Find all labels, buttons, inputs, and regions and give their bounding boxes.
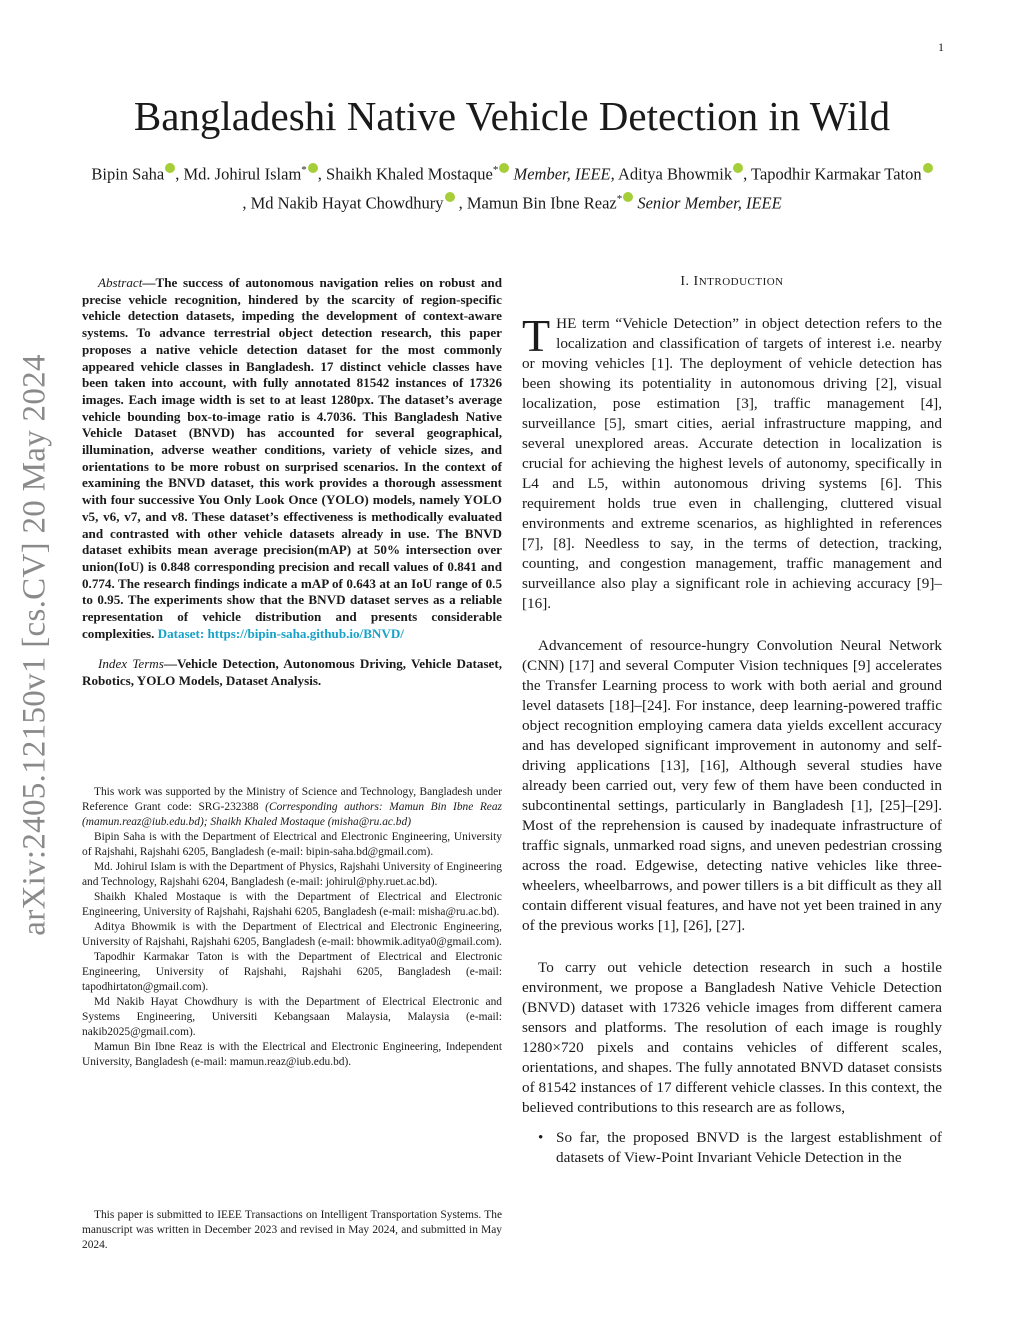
- author-name: Md. Johirul Islam: [183, 164, 302, 184]
- intro-paragraph-1-text: HE term “Vehicle Detection” in object detection refers to the localization and classification of targets of interest i.e. nearby or moving vehicles [1]. The deployment of vehicle detection has been showing its potentiality in autonomous driving [2], visual localization, pose estimation [3], traffic management [4], surveillance [5], smart cities, aerial infrastructure mapping, and several unexplored areas. Accurate detection in localization is crucial for achieving the highest levels of autonomy, specifically in L4 and L5, within autonomous driving systems [6]. This requirement holds true even in challenging, cluttered visual environments and extreme scenarios, as highlighted in references [7], [8]. Needless to say, in the terms of detection, tracking, counting, and congestion management, traffic management and surveillance also play a significant role in achieving accuracy [9]–[16].: [522, 315, 942, 612]
- index-terms-text: —Vehicle Detection, Autonomous Driving, Vehicle Dataset, Robotics, YOLO Models, Dataset Analysis.: [82, 656, 502, 689]
- abstract-label: Abstract: [98, 275, 143, 290]
- section-numeral: I.: [680, 274, 690, 289]
- section-title-initial: I: [693, 274, 699, 289]
- contribution-bullet: [522, 1128, 942, 1168]
- author-name: Md Nakib Hayat Chowdhury: [250, 193, 444, 212]
- affiliation-footnote: Shaikh Khaled Mostaque is with the Department of Electrical and Electronic Engineering, University of Rajshahi, Rajshahi 6205, Bangladesh (e-mail: misha@ru.ac.bd).: [82, 891, 502, 918]
- orcid-icon[interactable]: [623, 192, 633, 202]
- page-number: 1: [938, 40, 944, 54]
- author-name: Mamun Bin Ibne Reaz: [466, 193, 617, 212]
- dataset-link[interactable]: Dataset: https://bipin-saha.github.io/BNVD/: [157, 625, 404, 641]
- dropcap-letter: T: [522, 310, 551, 361]
- author-name: Shaikh Khaled Mostaque: [326, 164, 493, 184]
- orcid-icon[interactable]: [499, 163, 509, 173]
- intro-paragraph-2: Advancement of resource-hungry Convolution Neural Network (CNN) [17] and several Computer Vision techniques [9] accelerates the Transfer Learning process to work with both aerial and ground level datasets [18]–[24]. For instance, deep learning-powered traffic object recognition employing camera data yields excellent accuracy and has developed significant improvement in autonomy and self-driving applications [13], [16], Although several studies have already been carried out, very few of them have been conducted in subcontinental settings, particularly in Bangladesh [1], [25]–[29]. Most of the reprehension is caused by inadequate infrastructure of traffic signals, unmarked road signs, and uneven pedestrian crossing across the road. Edgewise, detecting native vehicles like three-wheelers, wheelbarrows, and power tillers is a bit difficult as they all contain different visual features, and have not yet been trained in any of the previous works [1], [26], [27].: [522, 637, 942, 934]
- arxiv-identifier: [10, 345, 60, 945]
- orcid-icon[interactable]: [165, 163, 175, 173]
- intro-paragraph-3: To carry out vehicle detection research in such a hostile environment, we propose a Bangladesh Native Vehicle Detection (BNVD) dataset with 17326 vehicle images from different camera sensors and platforms. The resolution of each image is roughly 1280×720 pixels and contains vehicles of different scales, orientations, and shapes. The fully annotated BNVD dataset consists of 81542 instances of 17 different vehicle classes. In this context, the believed contributions to this research are as follows,: [522, 959, 942, 1116]
- author-name: Bipin Saha: [91, 164, 165, 184]
- corresponding-mark: *: [301, 164, 307, 176]
- affiliation-footnote: Md. Johirul Islam is with the Department of Physics, Rajshahi University of Engineering and Technology, Rajshahi 6204, Bangladesh (e-mail: johirul@phy.ruet.ac.bd).: [82, 861, 502, 888]
- orcid-icon[interactable]: [445, 192, 455, 202]
- funding-footnote: [82, 785, 502, 830]
- section-title-rest: NTRODUCTION: [698, 276, 784, 288]
- author-name: Aditya Bhowmik: [617, 164, 733, 184]
- abstract-text: —The success of autonomous navigation relies on robust and precise vehicle recognition, hindered by the scarcity of region-specific vehicle detection datasets, impeding the development of context-aware systems. To advance terrestrial object detection research, this paper proposes a native vehicle detection dataset for the most commonly appeared vehicle classes in Bangladesh. 17 distinct vehicle classes have been taken into account, with fully annotated 81542 instances of 17326 images. Each image width is set to at least 1280px. The dataset’s average vehicle bounding box-to-image ratio is 4.7036. This Bangladesh Native Vehicle Dataset (BNVD) has accounted for several geographical, illumination, adverse weather conditions, variety of vehicle sizes, and orientations to be more robust on surprised scenarios. In the context of examining the BNVD dataset, this work provides a thorough assessment with four successive You Only Look Once (YOLO) models, namely YOLO v5, v6, v7, and v8. These dataset’s effectiveness is methodically evaluated and contrasted with other vehicle datasets already in use. The BNVD dataset exhibits mean average precision(mAP) at 50% intersection over union(IoU) is 0.848 corresponding precision and recall values of 0.841 and 0.774. The research findings indicate a mAP of 0.643 at an IoU range of 0.5 to 0.95. The experiments show that the BNVD dataset serves as a reliable representation of vehicle distribution and presents considerable complexities.: [82, 275, 502, 641]
- corresponding-mark: *: [616, 192, 623, 205]
- affiliation-footnote: Mamun Bin Ibne Reaz is with the Electrical and Electronic Engineering, Independent University, Bangladesh (e-mail: mamun.reaz@iub.edu.bd).: [82, 1041, 502, 1068]
- paper-title: Bangladeshi Native Vehicle Detection in Wild: [133, 93, 891, 139]
- author-role: Senior Member, IEEE: [637, 193, 782, 212]
- left-column: [82, 275, 502, 690]
- index-terms-label: Index Terms: [98, 656, 164, 672]
- affiliation-footnote: Md Nakib Hayat Chowdhury is with the Department of Electrical Electronic and Systems Engineering, Universiti Kebangsaan Malaysia, Malaysia (e-mail: nakib2025@gmail.com).: [82, 996, 502, 1038]
- contribution-bullet-text: So far, the proposed BNVD is the largest establishment of datasets of View-Point Invariant Vehicle Detection in the: [556, 1129, 942, 1166]
- author-name: Tapodhir Karmakar Taton: [751, 164, 922, 184]
- author-role: Member, IEEE: [513, 164, 611, 184]
- bullet-icon: •: [538, 1129, 544, 1146]
- orcid-icon[interactable]: [923, 163, 933, 173]
- orcid-icon[interactable]: [308, 163, 318, 173]
- submission-text: This paper is submitted to IEEE Transactions on Intelligent Transportation Systems. The manuscript was written in December 2023 and revised in May 2024, and submitted in May 2024.: [82, 1209, 502, 1251]
- corresponding-authors: (Corresponding authors: Mamun Bin Ibne Reaz (mamun.reaz@iub.edu.bd); Shaikh Khaled Mostaque (misha@ru.ac.bd): [82, 801, 502, 828]
- section-heading-introduction: [522, 272, 942, 292]
- author-list: Bipin Saha , Md. Johirul Islam* , Shaikh Khaled Mostaque* Member, IEEE, Aditya Bhowmik , Tapodhir Karmakar Taton, Md Nakib Hayat Chowdhury , Mamun Bin Ibne Reaz* Senior Member, IEEE: [90, 158, 934, 215]
- arxiv-identifier-text: arXiv:2405.12150v1 [cs.CV] 20 May 2024: [16, 354, 53, 936]
- affiliation-footnotes: [82, 785, 502, 1070]
- affiliation-footnote: Aditya Bhowmik is with the Department of Electrical and Electronic Engineering, University of Rajshahi, Rajshahi 6205, Bangladesh (e-mail: bhowmik.aditya0@gmail.com).: [82, 921, 502, 948]
- funding-text: This work was supported by the Ministry of Science and Technology, Bangladesh under Reference Grant code: SRG-232388: [82, 786, 502, 813]
- corresponding-mark: *: [492, 164, 499, 176]
- right-column: [522, 272, 942, 1168]
- submission-note: [82, 1208, 502, 1253]
- intro-paragraph-1: [522, 310, 942, 614]
- affiliation-footnote: Bipin Saha is with the Department of Electrical and Electronic Engineering, University of Rajshahi, Rajshahi 6205, Bangladesh (e-mail: bipin-saha.bd@gmail.com).: [82, 831, 502, 858]
- orcid-icon[interactable]: [733, 163, 743, 173]
- index-terms: [82, 656, 502, 689]
- affiliation-footnote: Tapodhir Karmakar Taton is with the Department of Electrical and Electronic Engineering, University of Rajshahi, Rajshahi 6205, Bangladesh (e-mail: tapodhirtaton@gmail.com).: [82, 951, 502, 993]
- abstract: [82, 275, 502, 642]
